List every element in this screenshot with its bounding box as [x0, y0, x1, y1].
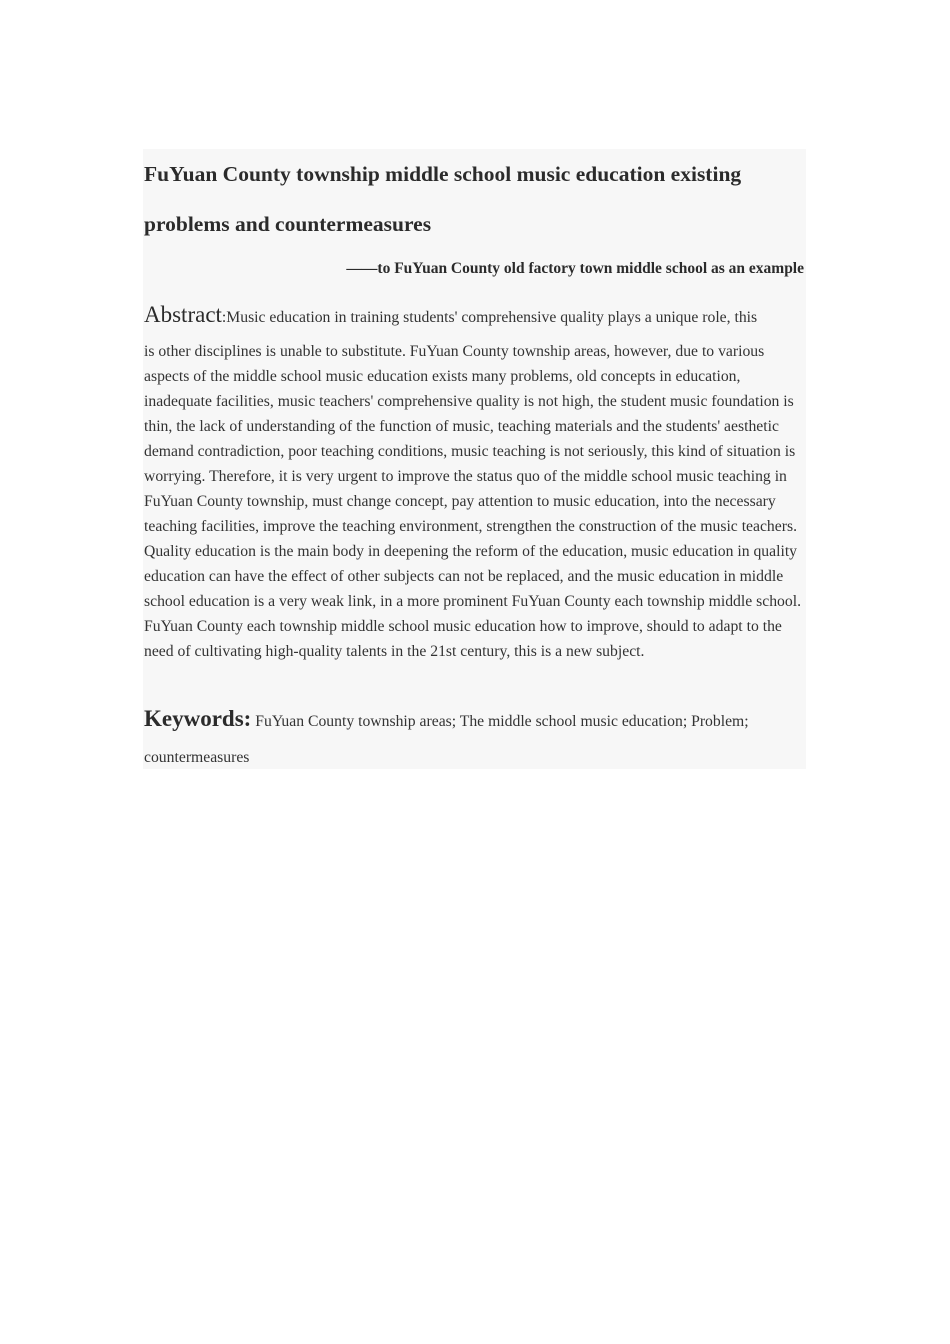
- abstract-first-line-text: Music education in training students' comprehensive quality plays a unique role, this: [226, 309, 758, 326]
- document-subtitle: ——to FuYuan County old factory town middle school as an example: [346, 260, 804, 277]
- abstract-first-line: [144, 297, 806, 339]
- keywords-section: [144, 701, 806, 776]
- document-content: [143, 149, 806, 769]
- keywords-label: Keywords:: [144, 706, 252, 731]
- document-title: FuYuan County township middle school music education existing problems and countermeasures: [144, 162, 742, 236]
- abstract-separator: :: [221, 309, 227, 326]
- abstract-body: is other disciplines is unable to substitute. FuYuan County township areas, however, due to various aspects of the middle school music education exists many problems, old concepts in education, inadequate facilities, music teachers' comprehensive quality is not high, the student music foundation is thin, the lack of understanding of the function of music, teaching materials and the students' aesthetic demand contradiction, poor teaching conditions, music teaching is not seriously, this kind of situation is worrying. Therefore, it is very urgent to improve the status quo of the middle school music teaching in FuYuan County township, must change concept, pay attention to music education, into the necessary teaching facilities, improve the teaching environment, strengthen the construction of the music teachers. Quality education is the main body in deepening the reform of the education, music education in quality education can have the effect of other subjects can not be replaced, and the music education in middle school education is a very weak link, in a more prominent FuYuan County each township middle school. FuYuan County each township middle school music education how to improve, should to adapt to the need of cultivating high-quality talents in the 21st century, this is a new subject.: [144, 343, 802, 660]
- abstract-section: [144, 297, 806, 664]
- keywords-text: FuYuan County township areas; The middle school music education; Problem; countermeasures: [144, 713, 749, 766]
- abstract-label: Abstract: [144, 302, 222, 327]
